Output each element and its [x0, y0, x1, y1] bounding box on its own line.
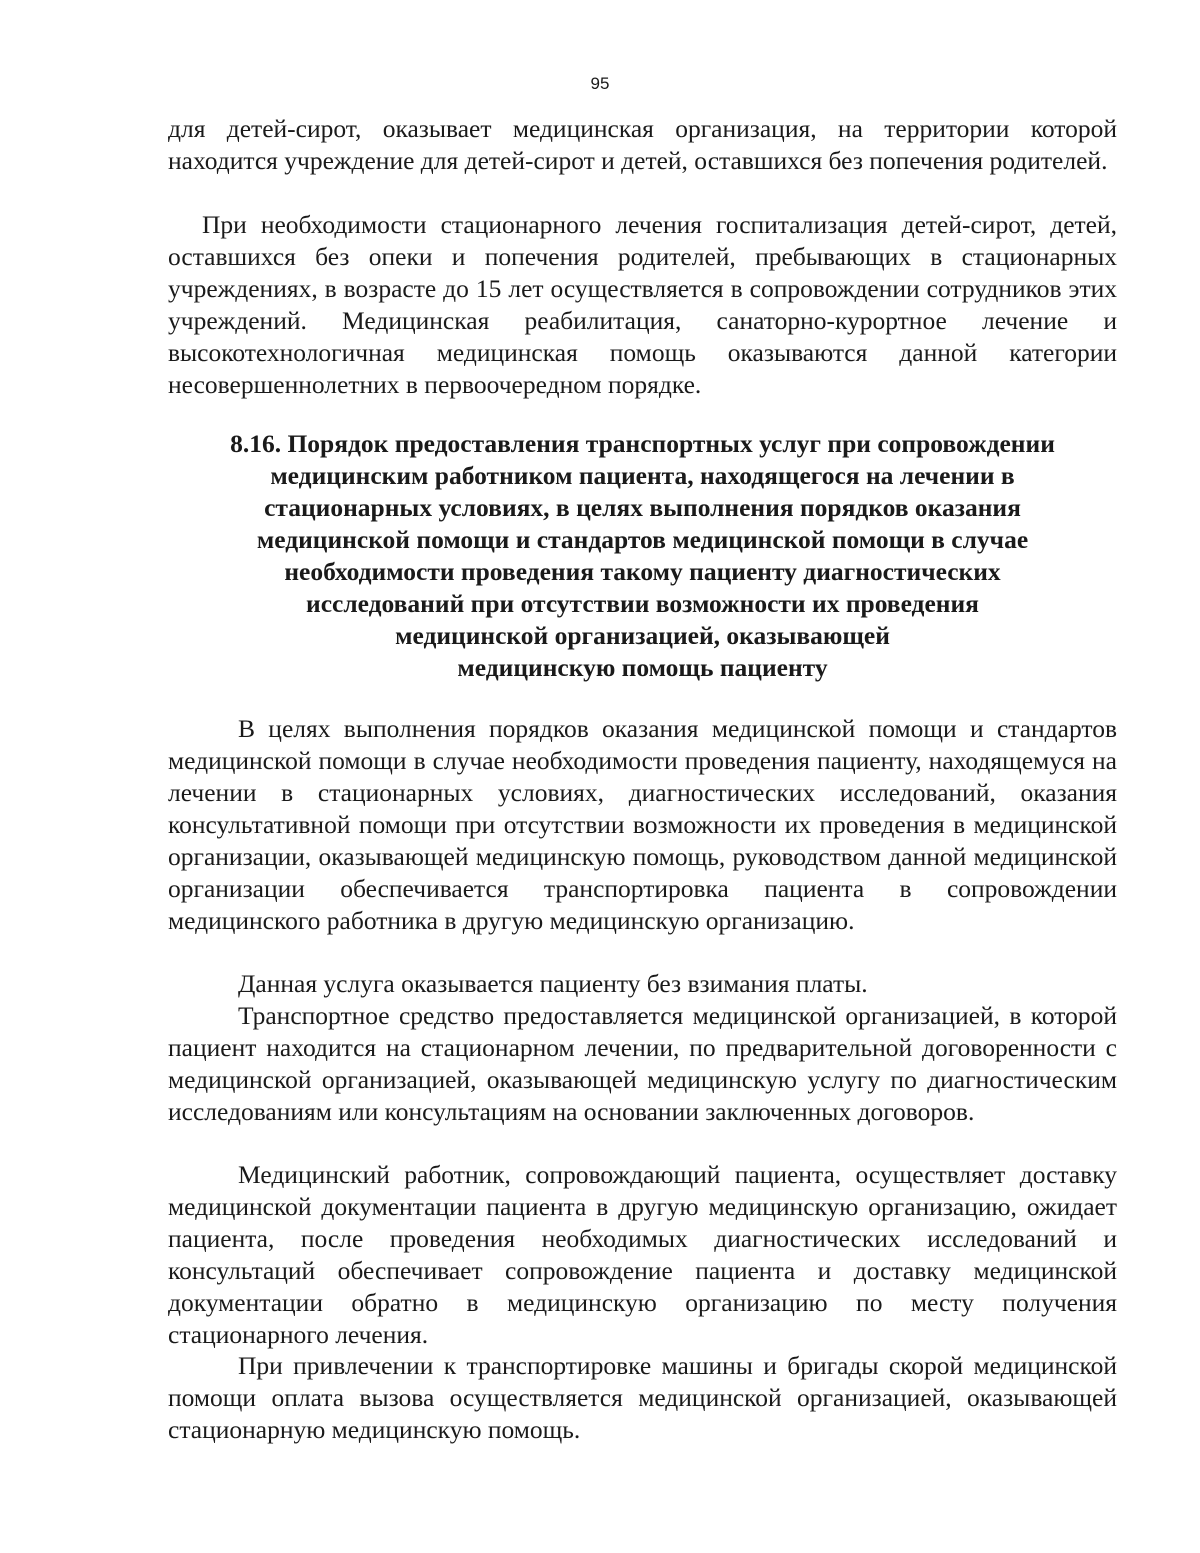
paragraph-transport-purpose: В целях выполнения порядков оказания медицинской помощи и стандартов медицинской помощи в случае необходимости проведения пациенту, находящемуся на лечении в стационарных условиях, диагностических исследований, оказания консультативной помощи при отсутствии возможности их проведения в медицинской организации, оказывающей медицинскую помощь, руководством данной медицинской организации обеспечивается транспортировка пациента в сопровождении медицинского работника в другую медицинскую организацию.	[168, 714, 1117, 935]
paragraph-free-of-charge: Данная услуга оказывается пациенту без взимания платы.	[238, 969, 868, 998]
section-heading	[168, 428, 1117, 684]
paragraph-orphans-care-continued: для детей-сирот, оказывает медицинская организация, на территории которой находится учреждение для детей-сирот и детей, оставшихся без попечения родителей.	[168, 114, 1117, 175]
heading-line: стационарных условиях, в целях выполнения порядков оказания	[264, 493, 1021, 522]
heading-line: медицинской организацией, оказывающей	[395, 621, 890, 650]
paragraph-orphans-hospitalization: При необходимости стационарного лечения госпитализация детей-сирот, детей, оставшихся без опеки и попечения родителей, пребывающих в стационарных учреждениях, в возрасте до 15 лет осуществляется в сопровождении сотрудников этих учреждений. Медицинская реабилитация, санаторно-курортное лечение и высокотехнологичная медицинская помощь оказываются данной категории несовершеннолетних в первоочередном порядке.	[168, 210, 1117, 399]
heading-line: исследований при отсутствии возможности их проведения	[306, 589, 979, 618]
paragraph-ambulance-payment: При привлечении к транспортировке машины и бригады скорой медицинской помощи оплата вызова осуществляется медицинской организацией, оказывающей стационарную медицинскую помощь.	[168, 1351, 1117, 1444]
heading-line: 8.16. Порядок предоставления транспортных услуг при сопровождении	[230, 429, 1055, 458]
heading-line: необходимости проведения такому пациенту диагностических	[284, 557, 1001, 586]
page-number: 95	[590, 74, 610, 93]
heading-line: медицинской помощи и стандартов медицинской помощи в случае	[256, 525, 1029, 554]
heading-line: медицинскую помощь пациенту	[457, 653, 828, 682]
paragraph-vehicle-provision: Транспортное средство предоставляется медицинской организацией, в которой пациент находится на стационарном лечении, по предварительной договоренности с медицинской организацией, оказывающей медицинскую услугу по диагностическим исследованиям или консультациям на основании заключенных договоров.	[168, 1001, 1117, 1126]
heading-line: медицинским работником пациента, находящегося на лечении в	[270, 461, 1015, 490]
paragraph-medical-worker-duties: Медицинский работник, сопровождающий пациента, осуществляет доставку медицинской документации пациента в другую медицинскую организацию, ожидает пациента, после проведения необходимых диагностических исследований и консультаций обеспечивает сопровождение пациента и доставку медицинской документации обратно в медицинскую организацию по месту получения стационарного лечения.	[168, 1160, 1117, 1349]
